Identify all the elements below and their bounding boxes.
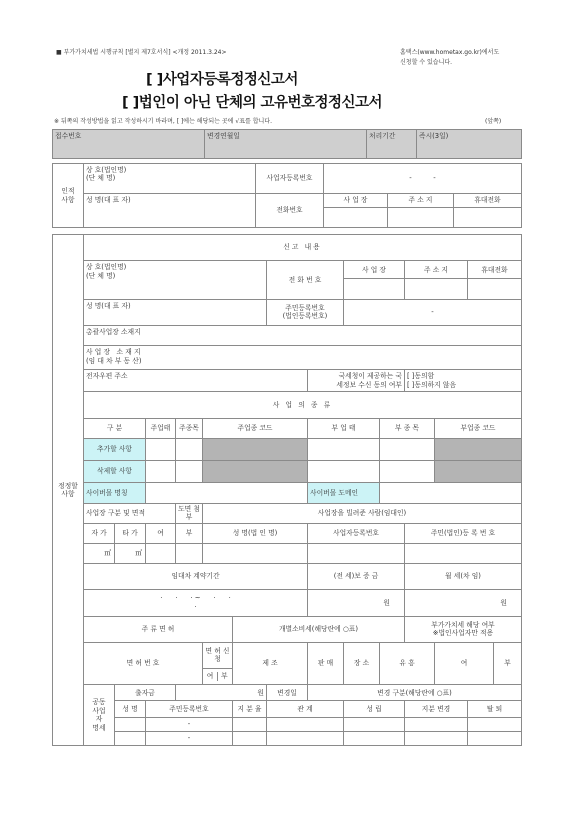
investment-field[interactable]: 원	[176, 685, 267, 701]
report-resno-label: 주민등록번호 (법인등록번호)	[267, 299, 344, 325]
deposit-label: (전 세)보 증 금	[308, 564, 405, 590]
receipt-number[interactable]: 접수번호	[53, 130, 205, 159]
delete-sub-item[interactable]	[380, 461, 435, 483]
entertainment-label: 유 흥	[380, 642, 435, 684]
add-item-label: 추가할 사항	[84, 438, 146, 460]
personal-info-table	[52, 163, 522, 228]
report-representative-field[interactable]: 성 명(대 표 자)	[84, 299, 267, 325]
delete-main-item[interactable]	[176, 461, 203, 483]
lessor-bizno-field[interactable]	[308, 543, 405, 563]
page-side-note: (앞쪽)	[485, 118, 502, 125]
license-app-no[interactable]: 부	[221, 672, 228, 681]
add-sub-business[interactable]	[308, 438, 380, 460]
lease-period-label: 임대차 계약기간	[84, 564, 308, 590]
manufacturing-label: 제 조	[233, 642, 308, 684]
phone-label: 전화번호	[256, 194, 324, 228]
types-head-main-business: 주업태	[146, 418, 176, 438]
phone-mobile-label: 휴대전화	[454, 194, 522, 208]
phone-home-label: 주 소 지	[388, 194, 454, 208]
area-label: 사업장 구분 및 면적	[84, 503, 176, 523]
place-label: 장 소	[344, 642, 380, 684]
phone-business-label: 사 업 장	[324, 194, 388, 208]
joint-resno-field-2[interactable]: -	[146, 731, 233, 745]
form-reference: ■ 부가가치세법 시행규칙 [별지 제7호서식] <개정 2011.3.24>	[56, 49, 227, 56]
form-title-2: [ ]법인이 아닌 단체의 고유번호정정신고서	[122, 95, 383, 111]
lessor-name-field[interactable]	[203, 543, 308, 563]
personal-section-label: 인적 사항	[53, 164, 84, 228]
report-phone-home-label: 주 소 지	[405, 261, 468, 279]
cyber-mall-name-field[interactable]	[146, 483, 308, 503]
add-main-code	[203, 438, 308, 460]
email-field[interactable]: 전자우편 주소	[84, 370, 308, 392]
lessor-bizno-label: 사업자등록번호	[308, 523, 405, 543]
phone-mobile-field[interactable]	[454, 208, 522, 228]
joint-resno-field-1[interactable]: -	[146, 717, 233, 731]
monthly-rent-field[interactable]: 원	[405, 590, 522, 616]
delete-main-business[interactable]	[146, 461, 176, 483]
other-area-field[interactable]: ㎡	[115, 543, 146, 563]
lessor-name-label: 성 명(법 인 명)	[203, 523, 308, 543]
change-type-label: 변경 구분(해당란에 ○표)	[308, 685, 522, 701]
joint-exit-field-2[interactable]	[468, 731, 522, 745]
lease-period-dot: ·	[194, 602, 197, 611]
joint-relation-label: 관 계	[267, 701, 344, 717]
license-application-label: 면 허 신 청	[203, 642, 233, 668]
report-phone-mobile-label: 휴대전화	[468, 261, 522, 279]
report-phone-business-field[interactable]	[344, 279, 405, 299]
delete-sub-code	[435, 461, 522, 483]
receipt-table	[52, 129, 522, 159]
bizno-field[interactable]: - -	[324, 164, 522, 194]
joint-share-change-field-1[interactable]	[405, 717, 468, 731]
change-date[interactable]: 변경연월일	[205, 130, 367, 159]
joint-share-change-field-2[interactable]	[405, 731, 468, 745]
bizno-label: 사업자등록번호	[256, 164, 324, 194]
types-head-sub-business: 부 업 태	[308, 418, 380, 438]
report-resno-field[interactable]: -	[344, 299, 522, 325]
lessor-title: 사업장을 빌려준 사람(임대인)	[203, 503, 522, 523]
liquor-license-label: 주 류 면 허	[84, 616, 233, 642]
joint-name-field-1[interactable]	[115, 717, 146, 731]
joint-resno-label: 주민등록번호	[146, 701, 233, 717]
joint-establish-label: 성 립	[344, 701, 405, 717]
company-name-field[interactable]: 상 호(법인명) (단 체 명)	[84, 164, 256, 194]
delete-item-label: 삭제할 사항	[84, 461, 146, 483]
consent-yes-checkbox[interactable]: [ ]동의함	[407, 372, 435, 381]
add-main-item[interactable]	[176, 438, 203, 460]
excise-tax-label: 개별소비세(해당란에 ○표)	[233, 616, 405, 642]
cyber-mall-domain-field[interactable]	[380, 483, 522, 503]
vat-no-label[interactable]: 부	[494, 642, 522, 684]
joint-exit-field-1[interactable]	[468, 717, 522, 731]
processing-period-value: 즉시(3일)	[417, 130, 522, 159]
yes-label: 여	[146, 523, 176, 543]
joint-share-label: 지 분 율	[233, 701, 267, 717]
license-app-yes[interactable]: 여	[204, 672, 218, 680]
other-label: 타 가	[115, 523, 146, 543]
processing-period-label: 처리기간	[367, 130, 417, 159]
investment-label: 출자금	[115, 685, 176, 701]
deposit-field[interactable]: 원	[308, 590, 405, 616]
types-head-main-code: 주업종 코드	[203, 418, 308, 438]
change-date-label: 변경일	[267, 685, 308, 701]
cyber-mall-name-label: 사이버몰 명칭	[84, 483, 146, 503]
hq-address-field[interactable]: 총괄사업장 소재지	[84, 325, 522, 345]
drawing-no-field[interactable]	[176, 543, 203, 563]
correction-table	[52, 234, 522, 746]
hometax-note-2: 신청할 수 있습니다.	[400, 59, 453, 66]
report-phone-home-field[interactable]	[405, 279, 468, 299]
form-title-1: [ ]사업자등록정정신고서	[146, 72, 298, 88]
report-phone-mobile-field[interactable]	[468, 279, 522, 299]
business-address-field[interactable]: 사 업 장 소 재 지 (임 대 차 부 동 산)	[84, 346, 522, 370]
monthly-rent-label: 월 세(차 임)	[405, 564, 522, 590]
lessor-resno-field[interactable]	[405, 543, 522, 563]
joint-exit-label: 탈 퇴	[468, 701, 522, 717]
lessor-resno-label: 주민(법인)등 록 번 호	[405, 523, 522, 543]
joint-establish-field-1[interactable]	[344, 717, 405, 731]
report-content-title: 신고 내용	[84, 235, 522, 261]
joint-share-field-1[interactable]	[233, 717, 267, 731]
joint-establish-field-2[interactable]	[344, 731, 405, 745]
report-company-name-field[interactable]: 상 호(법인명) (단 체 명)	[84, 261, 267, 299]
joint-share-change-label: 지분 변경	[405, 701, 468, 717]
types-head-sub-code: 부업종 코드	[435, 418, 522, 438]
license-number-label: 면 허 번 호	[84, 642, 203, 684]
consent-question: 국세청이 제공하는 국 세정보 수신 동의 여부	[308, 370, 405, 392]
add-sub-code	[435, 438, 522, 460]
lease-period-dots: · · · ~ · ·	[160, 594, 231, 603]
hometax-note-1: 홈택스(www.hometax.go.kr)에서도	[400, 49, 500, 56]
joint-name-label: 성 명	[115, 701, 146, 717]
joint-share-field-2[interactable]	[233, 731, 267, 745]
joint-relation-field-2[interactable]	[267, 731, 344, 745]
correction-section-label: 정정할 사항	[53, 235, 84, 746]
instruction-note: ※ 뒤쪽의 작성방법을 읽고 작성하시기 바라며, [ ]에는 해당되는 곳에 √표를 합니다.	[54, 118, 273, 125]
drawing-attached-label: 도면 첨부	[176, 503, 203, 523]
joint-business-label: 공동 사업 자 명세	[84, 685, 115, 746]
own-label: 자 가	[84, 523, 115, 543]
delete-main-code	[203, 461, 308, 483]
report-phone-business-label: 사 업 장	[344, 261, 405, 279]
report-phone-label: 전 화 번 호	[267, 261, 344, 299]
joint-relation-field-1[interactable]	[267, 717, 344, 731]
business-types-title: 사 업 의 종 류	[84, 392, 522, 418]
delete-sub-business[interactable]	[308, 461, 380, 483]
own-area-field[interactable]: ㎡	[84, 543, 115, 563]
phone-home-field[interactable]	[388, 208, 454, 228]
cyber-mall-domain-label: 사이버몰 도메인	[308, 483, 380, 503]
add-main-business[interactable]	[146, 438, 176, 460]
phone-business-field[interactable]	[324, 208, 388, 228]
vat-yes-label[interactable]: 여	[435, 642, 494, 684]
types-head-category: 구 분	[84, 418, 146, 438]
representative-field[interactable]: 성 명(대 표 자)	[84, 194, 256, 228]
sales-label: 판 매	[308, 642, 344, 684]
drawing-yes-field[interactable]	[146, 543, 176, 563]
joint-name-field-2[interactable]	[115, 731, 146, 745]
consent-no-checkbox[interactable]: [ ]동의하지 않음	[407, 380, 457, 389]
no-label: 부	[176, 523, 203, 543]
vat-applicable-label: 부가가치세 해당 여부 ※법인사업자만 적용	[405, 616, 522, 642]
types-head-main-item: 주종목	[176, 418, 203, 438]
types-head-sub-item: 부 종 목	[380, 418, 435, 438]
lease-period-field[interactable]	[84, 590, 308, 616]
add-sub-item[interactable]	[380, 438, 435, 460]
